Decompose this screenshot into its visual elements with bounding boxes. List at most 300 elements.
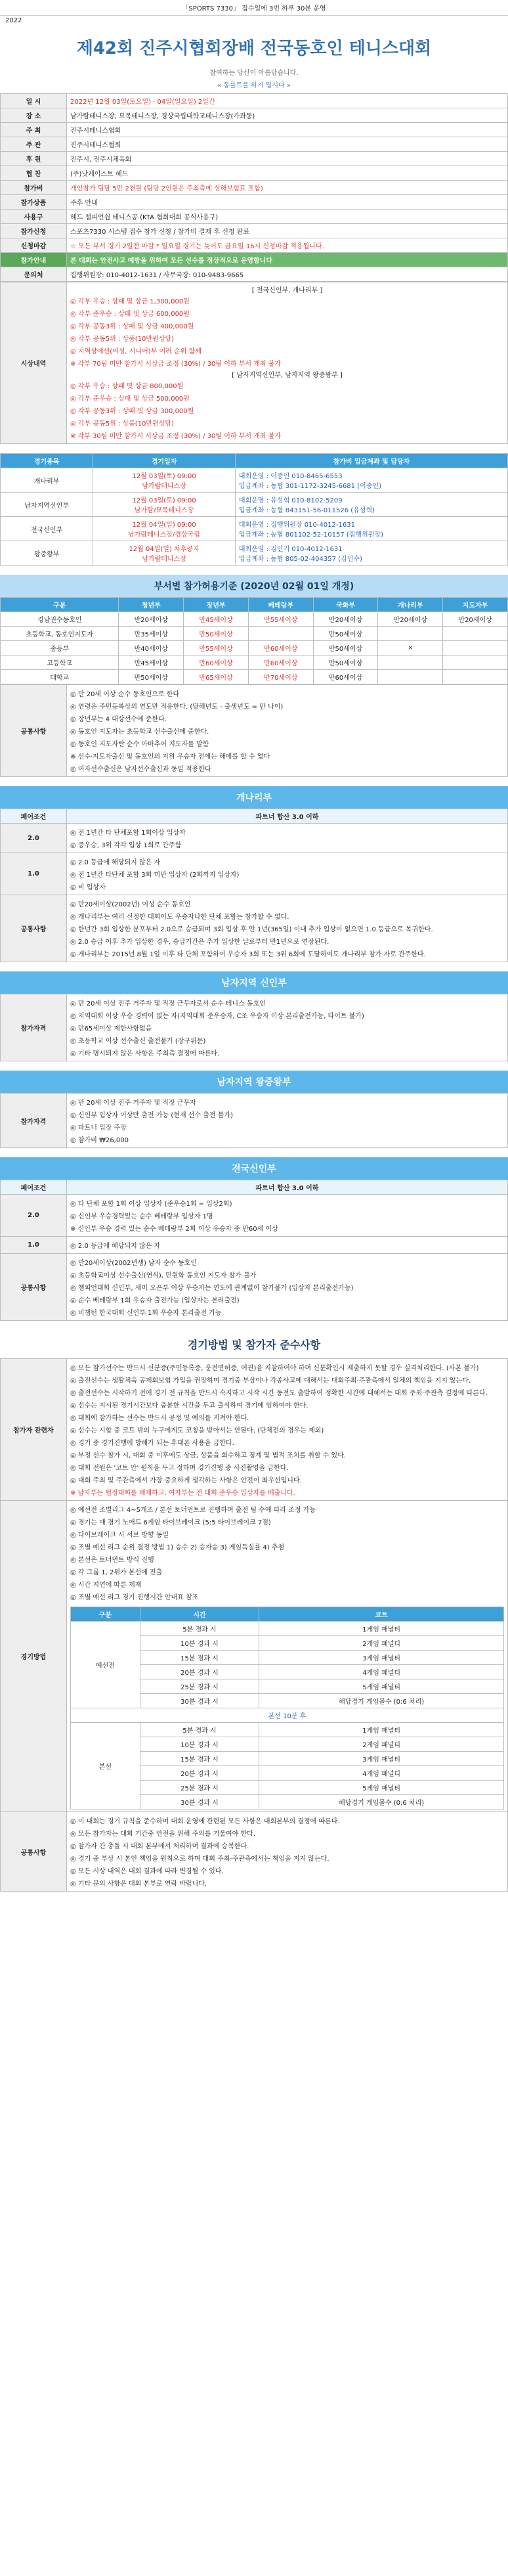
bullet-line: ◎ 모든 참가선수는 반드시 신분증(주민등록증, 운전면허증, 여권)을 지참하여야 하며 신분확인시 제출하지 못할 경우 실격처리한다. (사본 불가) (70, 1365, 479, 1372)
schedule-date (93, 493, 236, 517)
age-cell: 고등학교 (1, 655, 119, 670)
info-row (1, 137, 508, 152)
bullet-line: ◎ 출전선수는 시작하기 전에 경기 전 규칙을 반드시 숙지하고 시작 시간 동전도 출발하여 정확한 시간에 대해서는 대회 주최·주관측 결정에 따른다. (70, 1390, 488, 1397)
bullet-line: ◎ 중우승, 3위 각각 입상 1회로 간주함 (70, 842, 182, 849)
info-label: 협 찬 (1, 166, 67, 181)
time-penalty: 5게임 패널티 (259, 1781, 504, 1795)
time-group: 본선 (71, 1723, 140, 1810)
namja-shinin-table (0, 994, 508, 1061)
info-value: (주)낫케이스트 헤드 (67, 166, 508, 181)
bullet-line: ◎ 초등학교 이상 선수출신 출전불가 (장구위문) (70, 1038, 206, 1045)
bullet-line: ◎ 경기는 매 경기 노애드 6게임 타이브레이크 (5:5 타이브레이크 7점) (70, 1519, 271, 1526)
schedule-contact: 대회운영 : 집행위원장 010-4012-1631 (238, 522, 355, 529)
bullet-line: ※ 각부 30팀 미만 참가시 시상금 조정 (30%) / 30팀 이하 부서 개최 불가 (70, 433, 282, 440)
prize-lines-2 (70, 379, 504, 441)
bullet-line: ◎ 동호인 지도자는 초등학교 선수출신에 준한다. (70, 728, 209, 736)
info-row (1, 108, 508, 123)
schedule-contact: 대회운영 : 유성혁 010-8102-5209 (238, 497, 343, 504)
age-cell: 만50세이상 (184, 627, 249, 641)
time-header-cell: 구분 (71, 1607, 140, 1622)
info-value: 헤드 챔피언쉽 테니스공 (KTA 협회대회 공식사용구) (67, 210, 508, 224)
schedule-header-cell: 참가비 입금계좌 및 담당자 (235, 454, 507, 468)
wangjung-title: 남자지역 왕중왕부 (0, 1071, 508, 1093)
namja-shinin-lines (70, 996, 504, 1059)
schedule-date-text: 12월 03일(토) 09:00 (132, 473, 196, 480)
pair-row (1, 895, 508, 962)
bullet-line: ※ 각부 70팀 미만 참가시 시상금 조정 (30%) / 30팀 이하 부서 개최 불가 (70, 361, 282, 368)
info-row (1, 253, 508, 267)
info-label: 사용구 (1, 210, 67, 224)
age-cell: 만55세이상 (248, 612, 313, 627)
info-label: 주 최 (1, 123, 67, 137)
bullet-line: ◎ 여자선수출신은 남자선수출신과 동일 적용한다 (70, 766, 211, 773)
age-cell: 만60세이상 (313, 670, 378, 684)
info-value: 스포츠7330 시스템 접수 참가 신청 / 참가비 결제 후 신청 완료 (67, 224, 508, 238)
page-title: 제42회 진주시협회장배 전국동호인 테니스대회 (76, 39, 432, 58)
bullet-line: ◎ 지역상에선(여성, 시니어)부 여러 순위 함께 (70, 348, 201, 355)
bullet-line: ◎ 선수는 시합 중 코트 밖의 누구에게도 코칭을 받아서는 안된다. (단체전의 경우는 제외) (70, 1427, 324, 1434)
age-section (0, 575, 508, 777)
info-label: 참가신청 (1, 224, 67, 238)
schedule-row (1, 468, 508, 493)
age-cell: 만50세이상 (119, 670, 184, 684)
time-note-row (71, 1708, 504, 1723)
time-note: 본선 10분 후 (71, 1708, 504, 1723)
gaenari-title: 개나리부 (0, 786, 508, 809)
bullet-line: ◎ 본선은 토너먼트 방식 진행 (70, 1557, 154, 1564)
pair-key: 1.0 (1, 1237, 67, 1254)
wangjung-lines (70, 1096, 504, 1145)
bullet-line: ◎ 각부 우승 : 상패 및 상금 1,300,000원 (70, 298, 190, 305)
age-cell: 만35세이상 (119, 627, 184, 641)
age-cell (443, 670, 508, 684)
info-row (1, 210, 508, 224)
age-header-cell: 청년부 (119, 598, 184, 612)
time-cell: 15분 경과 시 (140, 1651, 259, 1665)
bullet-line: ◎ 만65세이상 제한사항없음 (70, 1025, 152, 1033)
bullet-line: ◎ 각부 준우승 : 상패 및 상금 600,000원 (70, 311, 190, 318)
time-header (71, 1607, 504, 1622)
schedule-event: 전국신인부 (1, 517, 93, 541)
pair-key: 공통사항 (1, 895, 67, 962)
wangjung-label: 참가자격 (1, 1094, 67, 1148)
bullet-line: ◎ 경기 중 부상 시 본인 책임을 원칙으로 하며 대회 주최·주관측에서는 책임을 지지 않는다. (70, 1855, 329, 1863)
bullet-line: ※ 선수·지도자출신 및 동호인의 지위 우승자 전에는 해에를 할 수 없다 (70, 753, 270, 761)
bullet-line: ◎ 2.0 승급 이후 추가 입상한 경우, 승급기간은 추가 입상한 날로부터 만1년으로 연장된다. (70, 939, 329, 946)
schedule-account (235, 541, 507, 566)
time-cell: 20분 경과 시 (140, 1665, 259, 1679)
time-row (71, 1723, 504, 1737)
pair-key: 2.0 (1, 1195, 67, 1237)
bullet-line: ◎ 전 1년간 타단체 포함 3회 미만 입상자 (2회까지 입상자) (70, 872, 240, 879)
time-penalty: 해당경기 게임몰수 (0:6 처리) (259, 1795, 504, 1810)
bullet-line: ◎ 시간 지연에 따른 제재 (70, 1582, 142, 1589)
time-penalty: 5게임 패널티 (259, 1679, 504, 1694)
bullet-line: ◎ 모든 시상 내역은 대회 결과에 따라 변경될 수 있다. (70, 1868, 224, 1875)
rules-lines (67, 1359, 508, 1501)
time-header-cell: 시간 (140, 1607, 259, 1622)
bullet-line: ◎ 만 20세 이상 순수 동호인으로 한다 (70, 691, 180, 698)
schedule-contact: 대회운영 : 이중인 010-8465-6553 (238, 473, 343, 480)
bullet-line: ◎ 동호인 지도자란 순수 아마추어 지도자를 말함 (70, 741, 209, 748)
schedule-section (0, 453, 508, 566)
pair-row (1, 1254, 508, 1321)
prize-label: 시상내역 (1, 282, 67, 444)
info-label: 후 원 (1, 152, 67, 166)
age-header (1, 598, 508, 612)
bullet-line: ◎ 기타 명시되지 않은 사항은 주최측 결정에 따른다. (70, 1050, 220, 1057)
bullet-line: ◎ 각부 공동3위 : 상패 및 상금 400,000원 (70, 323, 194, 330)
prize-heading-2: [ 남자지역신인부, 남자지역 왕중왕부 ] (232, 372, 343, 379)
pair-row (1, 1237, 508, 1254)
rules-key: 참가자 관련자 (1, 1359, 67, 1501)
bullet-line: ◎ 순수 베테랑부 1회 우승자 출전가능 (입상자는 본리출전) (70, 1297, 240, 1304)
info-label: 주 관 (1, 137, 67, 152)
bullet-line: ◎ 조별 예선 리그 경기 진행시간 안내표 참조 (70, 1594, 199, 1601)
pair-key: 2.0 (1, 824, 67, 853)
bullet-line: ◎ 개나리부는 2015년 8월 1일 이후 타 단체 포함하여 우승자 3회 또는 3위 6회에 도달하여도 개나리부 참가 자로 간주한다. (70, 951, 426, 958)
info-value: 진주시테니스협회 (67, 123, 508, 137)
pair-lines (67, 824, 508, 853)
wangjung-table (0, 1093, 508, 1148)
age-cell: 만60세이상 (248, 641, 313, 655)
pair-row (1, 1195, 508, 1237)
age-cell: 대학교 (1, 670, 119, 684)
gaenari-table (0, 809, 508, 962)
bullet-line: ◎ 개나리부는 여러 신정한 대회이도 우승자나한 단체 포함는 참가할 수 없다. (70, 914, 289, 921)
info-row (1, 94, 508, 108)
schedule-date (93, 468, 236, 493)
bullet-line: ◎ 타 단체 포함 1회 이상 입상자 (준우승1회 = 입상2회) (70, 1201, 232, 1208)
bullet-line: ◎ 장년부는 4 대상선수에 준한다. (70, 716, 167, 723)
rules-row (1, 1359, 508, 1501)
bullet-line: ◎ 만20세이상(2002년생) 남자 순수 동호인 (70, 1260, 197, 1267)
info-value: 본 대회는 안전사고 예방을 위하여 모든 선수를 정상적으로 운영합니다 (67, 253, 508, 267)
bullet-line: ◎ 만 20세 이상 진주 거주자 및 직장 근무자로서 순수 테니스 동호인 (70, 1000, 266, 1008)
time-row (71, 1622, 504, 1636)
info-row (1, 238, 508, 253)
bullet-line: ◎ 대회에 참가하는 선수는 반드시 공정 및 예의를 지켜야 한다. (70, 1415, 249, 1422)
time-group: 예선전 (71, 1622, 140, 1708)
time-penalty: 1게임 패널티 (259, 1622, 504, 1636)
rules-key: 공통사항 (1, 1812, 67, 1892)
schedule-date-text: 12월 04일(일) 차후공지 (129, 546, 200, 553)
age-header-cell: 개나리부 (378, 598, 443, 612)
common-label: 공통사항 (1, 685, 67, 777)
age-cell: 만20세이상 (313, 612, 378, 627)
age-cell: 만65세이상 (184, 670, 249, 684)
bullet-line: ◎ 각부 준우승 : 상패 및 상금 500,000원 (70, 395, 190, 403)
pair-header-col2: 파트너 합산 3.0 이하 (67, 809, 508, 824)
pair-row (1, 824, 508, 853)
bullet-line: ◎ 부정 선수 참가 시, 대회 중 이후에도 상금, 상품을 회수하고 징계 및 법적 조치를 취할 수 있다. (70, 1452, 347, 1459)
prize-heading: [ 전국신인부, 개나리부 ] (251, 287, 323, 294)
info-table (0, 93, 508, 282)
bullet-line: ◎ 대회 주최 및 주관측에서 가장 중요하게 생각하는 사항은 안전이 최우선입니다. (70, 1477, 302, 1484)
bullet-line: ◎ 이 대회는 경기 규칙을 준수하며 대회 운영에 관련된 모든 사항은 대회본부의 결정에 따른다. (70, 1818, 340, 1825)
age-cell (248, 627, 313, 641)
bullet-line: ◎ 모든 참가자는 대회 기간중 안전을 위해 주의를 기울여야 한다. (70, 1831, 256, 1838)
age-cell: 만50세이상 (313, 641, 378, 655)
bullet-line: ◎ 지역대회 이상 우승 경력이 없는 자(지역대회 준우승자, C조 우승자 이상 본리출전가능, 타이트 불가) (70, 1013, 364, 1020)
age-header-cell: 구분 (1, 598, 119, 612)
pair-lines (67, 1254, 508, 1321)
info-label: 문의처 (1, 267, 67, 282)
info-label: 참가안내 (1, 253, 67, 267)
bullet-line: ◎ 파트너 입장 주장 (70, 1124, 127, 1132)
age-title: 부서별 참가허용기준 (2020년 02월 01일 개정) (0, 575, 508, 597)
info-value: 진주시, 진주시체육회 (67, 152, 508, 166)
pair-header-col1: 페어조건 (1, 1180, 67, 1195)
bullet-line: ◎ 챔피언대회 신인부, 세미 오픈부 이상 우승자는 연도에 관계없이 참가불가 (입상자 본리출전가능) (70, 1285, 354, 1292)
pair-lines (67, 895, 508, 962)
schedule-row (1, 517, 508, 541)
schedule-venue: 남가람테니스장 (142, 483, 186, 490)
rules-section (0, 1330, 508, 1892)
age-cell: 만45세이상 (184, 612, 249, 627)
bullet-line: ◎ 각부 우승 : 상패 및 상금 800,000원 (70, 383, 184, 390)
time-cell: 15분 경과 시 (140, 1752, 259, 1766)
age-cell: 만50세이상 (313, 627, 378, 641)
bullet-line: ◎ 신인부 우승경력있는 순수 베테랑부 입상자 1명 (70, 1213, 213, 1220)
rules-lines (67, 1812, 508, 1892)
schedule-account (235, 468, 507, 493)
bullet-line: ◎ 전 1년간 타 단체포함 1회이상 입상자 (70, 830, 186, 837)
age-cell: 만55세이상 (184, 641, 249, 655)
schedule-venue: 남가람테니스장 (142, 556, 186, 563)
year-label: 2022 (5, 17, 22, 24)
schedule-date (93, 541, 236, 566)
pair-key: 공통사항 (1, 1254, 67, 1321)
rules-key: 경기방법 (1, 1501, 67, 1812)
rules-table (0, 1358, 508, 1892)
bullet-line: ◎ 각 그룹 1, 2위가 본선에 진출 (70, 1569, 163, 1576)
greeting: 참여하는 당신이 아름답습니다. (209, 70, 299, 77)
age-row (1, 612, 508, 627)
schedule-row (1, 541, 508, 566)
time-penalty: 3게임 패널티 (259, 1752, 504, 1766)
info-row (1, 181, 508, 195)
common-lines (70, 687, 504, 774)
schedule-contact: 대회운영 : 김인기 010-4012-1631 (238, 546, 343, 553)
age-row (1, 627, 508, 641)
info-label: 일 시 (1, 94, 67, 108)
info-label: 참가비 (1, 181, 67, 195)
schedule-bank: 입금계좌 : 농협 805-02-404357 (김인수) (238, 556, 362, 563)
info-row (1, 224, 508, 238)
prize-cell (67, 282, 508, 444)
age-cell (443, 627, 508, 641)
time-penalty: 4게임 패널티 (259, 1665, 504, 1679)
info-value: 주후 안내 (67, 195, 508, 210)
schedule-header (1, 454, 508, 468)
age-cell: 만20세이상 (119, 612, 184, 627)
pair-header (1, 1180, 508, 1195)
bullet-line: ◎ 비챔턴 한국대회 신인부 1회 우승자 본리출전 가능 (70, 1310, 222, 1317)
pair-header (1, 809, 508, 824)
age-cell: 만60세이상 (184, 655, 249, 670)
bullet-line: ◎ 연령은 주민등록상의 연도만 적용한다. (당해년도 - 출생년도 = 만 나이) (70, 703, 284, 711)
age-cell: 만45세이상 (119, 655, 184, 670)
age-cell: 만70세이상 (248, 670, 313, 684)
time-header-cell: 코트 (259, 1607, 504, 1622)
pair-header-col2: 파트너 합산 3.0 이하 (67, 1180, 508, 1195)
age-cell (378, 655, 443, 670)
time-cell: 20분 경과 시 (140, 1766, 259, 1781)
namja-shinin-section (0, 971, 508, 1061)
age-header-cell: 베테랑부 (248, 598, 313, 612)
bullet-line: ◎ 한년간 3회 입상한 분포부터 2.0으로 승급되며 3회 입상 후 만 1년(365일) 이내 추가 입상이 없으면 1.0 등급으로 복귀한다. (70, 926, 433, 933)
schedule-venue: 남가람/묘목테니스장 (134, 507, 194, 514)
time-penalty: 3게임 패널티 (259, 1651, 504, 1665)
schedule-date-text: 12월 03일(토) 09:00 (132, 497, 196, 504)
info-value: 남가람테니스장, 묘목테니스장, 경상국립대학교테니스장(가좌동) (67, 108, 508, 123)
age-header-cell: 장년부 (184, 598, 249, 612)
time-cell: 25분 경과 시 (140, 1679, 259, 1694)
bullet-line: ◎ 기타 문의 사항은 대회 본부로 연락 바랍니다. (70, 1880, 207, 1888)
info-label: 장 소 (1, 108, 67, 123)
time-cell: 25분 경과 시 (140, 1781, 259, 1795)
age-cell: 만20세이상 (378, 612, 443, 627)
bullet-line: ◎ 경기 중 경기진행에 방해가 되는 휴대폰 사용을 금한다. (70, 1440, 234, 1447)
time-penalty: 해당경기 게임몰수 (0:6 처리) (259, 1694, 504, 1708)
rules-row (1, 1812, 508, 1892)
age-table (0, 597, 508, 684)
pair-lines (67, 853, 508, 895)
pair-key: 1.0 (1, 853, 67, 895)
bullet-line: ◎ 조별 예선 리그 순위 결정 방법 1) 승수 2) 승자승 3) 게임득실률 4) 추첨 (70, 1544, 285, 1551)
info-row (1, 267, 508, 282)
bullet-line: ◎ 만 20세 이상 진주 거주자 및 직장 근무자 (70, 1099, 196, 1107)
time-cell: 30분 경과 시 (140, 1795, 259, 1810)
time-table (70, 1607, 504, 1810)
bullet-line: ◎ 각부 공동3위 : 상패 및 상금 300,000원 (70, 408, 194, 415)
age-cell (378, 627, 443, 641)
bullet-line: ◎ 출전선수는 생활체육 공제회보험 가입을 권장하며 경기중 부상이나 각종사고에 대해서는 대회주최·주관측에서 일체의 책임을 지지 않는다. (70, 1377, 471, 1385)
pair-lines (67, 1195, 508, 1237)
wangjung-section (0, 1071, 508, 1148)
time-penalty: 2게임 패널티 (259, 1737, 504, 1752)
time-penalty: 4게임 패널티 (259, 1766, 504, 1781)
bullet-line: ◎ 신인부 입상자 이상만 출전 가능 (현재 선수 출전 불가) (70, 1112, 233, 1119)
namja-shinin-label: 참가자격 (1, 994, 67, 1061)
time-penalty: 1게임 패널티 (259, 1723, 504, 1737)
info-label: 참가상품 (1, 195, 67, 210)
bullet-line: ◎ 각부 공동5위 : 상품(10만원상당) (70, 336, 174, 343)
rules-lines (67, 1501, 508, 1812)
schedule-row (1, 493, 508, 517)
age-cell (443, 655, 508, 670)
jeonguk-table (0, 1180, 508, 1321)
greeting-secondary: « 동률트를 하지 입시다 » (217, 82, 291, 89)
bullet-line: ◎ 참가자 간 충돌 시 대회 본부에서 처리하며 결과에 승복한다. (70, 1843, 249, 1850)
schedule-account (235, 517, 507, 541)
info-value: 2022년 12월 03일(토요일) · 04일(일요일) 2일간 (67, 94, 508, 108)
age-row (1, 670, 508, 684)
schedule-event: 남자지역신인부 (1, 493, 93, 517)
schedule-event: 왕중왕부 (1, 541, 93, 566)
schedule-venue: 남가람테니스장/경상국립 (128, 531, 200, 539)
time-penalty: 2게임 패널티 (259, 1636, 504, 1651)
info-row (1, 195, 508, 210)
age-cell: 만20세이상 (443, 612, 508, 627)
rules-title: 경기방법 및 참가자 준수사항 (187, 1339, 321, 1351)
schedule-table (0, 453, 508, 566)
age-cell (378, 670, 443, 684)
schedule-date-text: 12월 04일(일) 09:00 (132, 522, 196, 529)
info-value: 개인참가 팀당 5만 2천원 (팀당 2인원은 주최측에 상해보험료 포함) (67, 181, 508, 195)
gaenari-section (0, 786, 508, 962)
bullet-line: ◎ 참가비 ₩26,000 (70, 1137, 129, 1144)
bullet-line: ◎ 초등학교이상 선수출신(연식), 민원학 동호인 지도자 참가 불가 (70, 1272, 257, 1279)
info-value: 집행위원장: 010-4012-1631 / 사무국장: 010-9483-9665 (67, 267, 508, 282)
schedule-header-cell: 경기종목 (1, 454, 93, 468)
pair-row (1, 853, 508, 895)
age-cell (443, 641, 508, 655)
age-cell: 초등학교, 동호인지도자 (1, 627, 119, 641)
prize-lines (70, 294, 504, 369)
info-row (1, 123, 508, 137)
age-cell: 경남권수동호인 (1, 612, 119, 627)
common-table (0, 684, 508, 777)
schedule-header-cell: 경기일자 (93, 454, 236, 468)
schedule-account (235, 493, 507, 517)
schedule-bank: 입금계좌 : 농협 801102-52-10157 (집행위원장) (238, 531, 383, 539)
schedule-date (93, 517, 236, 541)
info-label: 신청마감 (1, 238, 67, 253)
age-cell: × (378, 641, 443, 655)
rules-row (1, 1501, 508, 1812)
bullet-line: ◎ 대회 전원은 '코트 안' 원칙을 두고 정하며 경기진행 중 사진촬영을 금한다. (70, 1465, 289, 1472)
age-cell: 만60세이상 (248, 655, 313, 670)
time-cell: 30분 경과 시 (140, 1694, 259, 1708)
info-value: 진주시테니스협회 (67, 137, 508, 152)
age-header-cell: 지도자부 (443, 598, 508, 612)
time-cell: 5분 경과 시 (140, 1723, 259, 1737)
age-cell: 만40세이상 (119, 641, 184, 655)
info-row (1, 166, 508, 181)
age-cell: 만50세이상 (313, 655, 378, 670)
age-row (1, 655, 508, 670)
bullet-line: ◎ 타이브레이크 시 서브 방향 동일 (70, 1532, 169, 1539)
bullet-line: ◎ 2.0 등급에 해당되지 않은 자 (70, 859, 161, 866)
schedule-bank: 입금계좌 : 농협 843151-56-011526 (유성혁) (238, 507, 375, 514)
info-row (1, 152, 508, 166)
time-cell: 10분 경과 시 (140, 1737, 259, 1752)
time-cell: 10분 경과 시 (140, 1636, 259, 1651)
info-value: ☆ 모든 부서 경기 2일전 마감 * 일요일 경기는 늦어도 금요일 16시 신청마감 적용됩니다. (67, 238, 508, 253)
bullet-line: ◎ 2.0 등급에 해당되지 않은 자 (70, 1243, 161, 1250)
bullet-line: ※ 남자부는 협정대회를 배제하고, 여자부는 전 대회 준우승 입상자를 베출니다. (70, 1490, 295, 1497)
jeonguk-section (0, 1157, 508, 1321)
bullet-line: ◎ 선수는 지시된 경기시간보다 충분한 시간을 두고 출석하여 경기에 임하여야 한다. (70, 1402, 308, 1410)
top-note: 「SPORTS 7330」 접수일에 3번 하루 30분 운영 (0, 0, 508, 16)
age-row (1, 641, 508, 655)
bullet-line: ◎ 각부 공동5위 : 상품(10만원상당) (70, 420, 174, 428)
pair-header-col1: 페어조건 (1, 809, 67, 824)
prize-table (0, 282, 508, 444)
namja-shinin-title: 남자지역 신인부 (0, 971, 508, 994)
jeonguk-title: 전국신인부 (0, 1157, 508, 1180)
age-cell: 중등부 (1, 641, 119, 655)
schedule-bank: 입금계좌 : 농협 301-1172-3245-6681 (이중인) (238, 483, 381, 490)
bullet-line: ※ 신인부 우승 경력 있는 순수 베테랑부 2회 이상 우승자 중 만60세 이상 (70, 1226, 278, 1233)
pair-lines (67, 1237, 508, 1254)
bullet-line: ◎ 비 입상자 (70, 884, 106, 891)
age-header-cell: 국화부 (313, 598, 378, 612)
time-cell: 5분 경과 시 (140, 1622, 259, 1636)
schedule-event: 개나리부 (1, 468, 93, 493)
